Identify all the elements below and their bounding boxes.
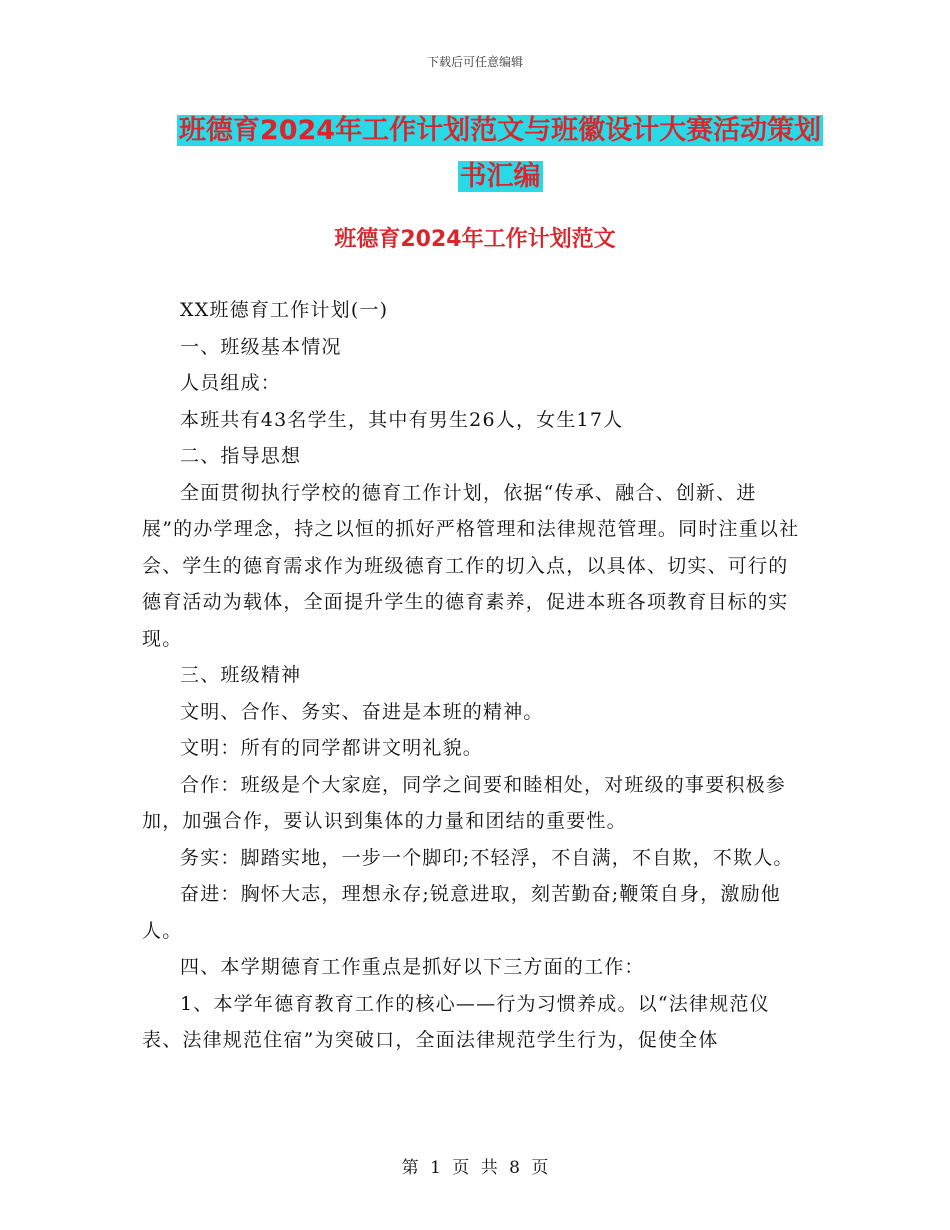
- paragraph: 合作：班级是个大家庭，同学之间要和睦相处，对班级的事要积极参加，加强合作，要认识到集体的力量和团结的重要性。: [142, 773, 787, 832]
- paragraph: 1、本学年德育教育工作的核心——行为习惯养成。以“法律规范仪表、法律规范住宿”为突破口，全面法律规范学生行为，促使全体: [142, 992, 770, 1051]
- document-body: [142, 292, 807, 1059]
- paragraph: 本班共有43名学生，其中有男生26人，女生17人: [180, 408, 624, 431]
- paragraph: 四、本学期德育工作重点是抓好以下三方面的工作：: [180, 956, 645, 978]
- paragraph: 人员组成：: [180, 372, 282, 394]
- paragraph: 务实：脚踏实地，一步一个脚印;不轻浮，不自满，不自欺，不欺人。: [180, 846, 794, 869]
- paragraph: 一、班级基本情况: [180, 335, 342, 358]
- page-footer: 第 1 页 共 8 页: [401, 1158, 549, 1178]
- paragraph: 文明、合作、务实、奋进是本班的精神。: [180, 700, 544, 723]
- paragraph: 文明：所有的同学都讲文明礼貌。: [180, 737, 484, 759]
- paragraph: 奋进：胸怀大志，理想永存;锐意进取，刻苦勤奋;鞭策自身，激励他人。: [142, 883, 782, 942]
- document-title-line-1: 班德育2024年工作计划范文与班徽设计大赛活动策划: [178, 115, 822, 146]
- paragraph: 三、班级精神: [180, 664, 302, 686]
- header-note: 下载后可任意编辑: [426, 55, 523, 69]
- paragraph: 二、指导思想: [180, 445, 302, 467]
- document-title-line-2: 书汇编: [459, 161, 541, 192]
- document-title: [150, 108, 850, 200]
- paragraph: 全面贯彻执行学校的德育工作计划，依据“传承、融合、创新、进展”的办学理念，持之以恒的抓好严格管理和法律规范管理。同时注重以社会、学生的德育需求作为班级德育工作的切入点，以具体、切实、可行的德育活动为载体，全面提升学生的德育素养，促进本班各项教育目标的实现。: [142, 481, 800, 650]
- section-title: 班德育2024年工作计划范文: [334, 227, 616, 252]
- paragraph: XX班德育工作计划(一): [180, 299, 389, 321]
